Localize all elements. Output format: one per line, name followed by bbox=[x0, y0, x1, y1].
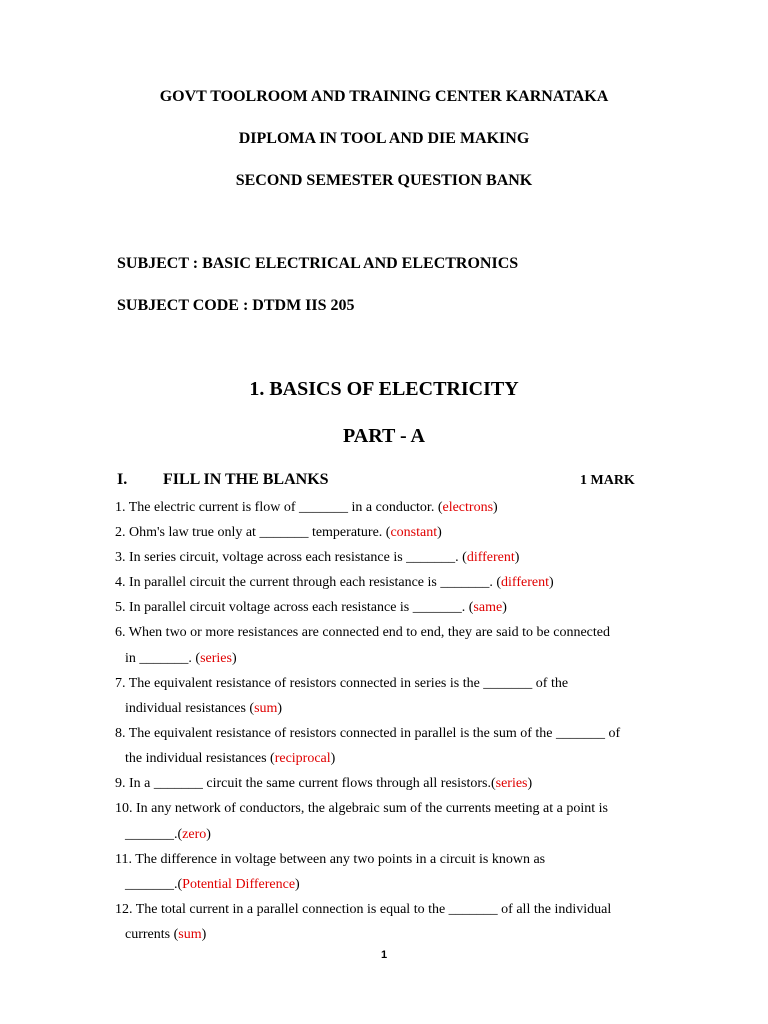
answer-text: series bbox=[200, 651, 232, 666]
question-6-continued: in _______. (series) bbox=[125, 651, 237, 666]
question-8: 8. The equivalent resistance of resistors connected in parallel is the sum of the _______ of bbox=[115, 726, 621, 741]
question-11-continued: _______.(Potential Difference) bbox=[125, 877, 300, 892]
question-5: 5. In parallel circuit voltage across each resistance is _______. (same) bbox=[115, 600, 507, 615]
part-title: PART - A bbox=[343, 425, 425, 447]
question-1: 1. The electric current is flow of _______ in a conductor. (electrons) bbox=[115, 500, 498, 515]
question-10: 10. In any network of conductors, the algebraic sum of the currents meeting at a point is bbox=[115, 801, 608, 816]
section-marks: 1 MARK bbox=[580, 473, 635, 488]
question-6: 6. When two or more resistances are connected end to end, they are said to be connected bbox=[115, 625, 610, 640]
question-8-continued: the individual resistances (reciprocal) bbox=[125, 751, 336, 766]
subject-code: SUBJECT CODE : DTDM IIS 205 bbox=[117, 297, 355, 314]
question-7-continued: individual resistances (sum) bbox=[125, 701, 283, 716]
subject-name: SUBJECT : BASIC ELECTRICAL AND ELECTRONICS bbox=[117, 255, 519, 272]
answer-text: sum bbox=[178, 927, 202, 942]
question-7: 7. The equivalent resistance of resistors connected in series is the _______ of the bbox=[115, 676, 569, 691]
course-title: DIPLOMA IN TOOL AND DIE MAKING bbox=[238, 130, 530, 147]
question-12: 12. The total current in a parallel connection is equal to the _______ of all the individual bbox=[115, 902, 612, 917]
question-9: 9. In a _______ circuit the same current flows through all resistors.(series) bbox=[115, 776, 533, 791]
answer-text: different bbox=[466, 550, 515, 565]
question-4: 4. In parallel circuit the current through each resistance is _______. (different) bbox=[115, 575, 554, 590]
answer-text: electrons bbox=[442, 500, 494, 515]
answer-text: sum bbox=[254, 701, 278, 716]
question-11: 11. The difference in voltage between any two points in a circuit is known as bbox=[115, 852, 546, 867]
question-3: 3. In series circuit, voltage across each resistance is _______. (different) bbox=[115, 550, 520, 565]
semester-title: SECOND SEMESTER QUESTION BANK bbox=[235, 172, 533, 189]
answer-text: constant bbox=[390, 525, 438, 540]
answer-text: Potential Difference bbox=[182, 877, 296, 892]
answer-text: series bbox=[495, 776, 528, 791]
section-title: FILL IN THE BLANKS bbox=[163, 471, 329, 488]
section-numeral: I. bbox=[117, 471, 128, 488]
answer-text: reciprocal bbox=[274, 751, 331, 766]
answer-text: different bbox=[501, 575, 549, 590]
page-number: 1 bbox=[380, 949, 388, 961]
question-2: 2. Ohm's law true only at _______ temperature. (constant) bbox=[115, 525, 442, 540]
answer-text: zero bbox=[182, 827, 207, 842]
question-10-continued: _______.(zero) bbox=[125, 827, 211, 842]
answer-text: same bbox=[473, 600, 503, 615]
question-12-continued: currents (sum) bbox=[125, 927, 207, 942]
chapter-title: 1. BASICS OF ELECTRICITY bbox=[249, 378, 519, 400]
institute-title: GOVT TOOLROOM AND TRAINING CENTER KARNATAKA bbox=[159, 88, 609, 105]
